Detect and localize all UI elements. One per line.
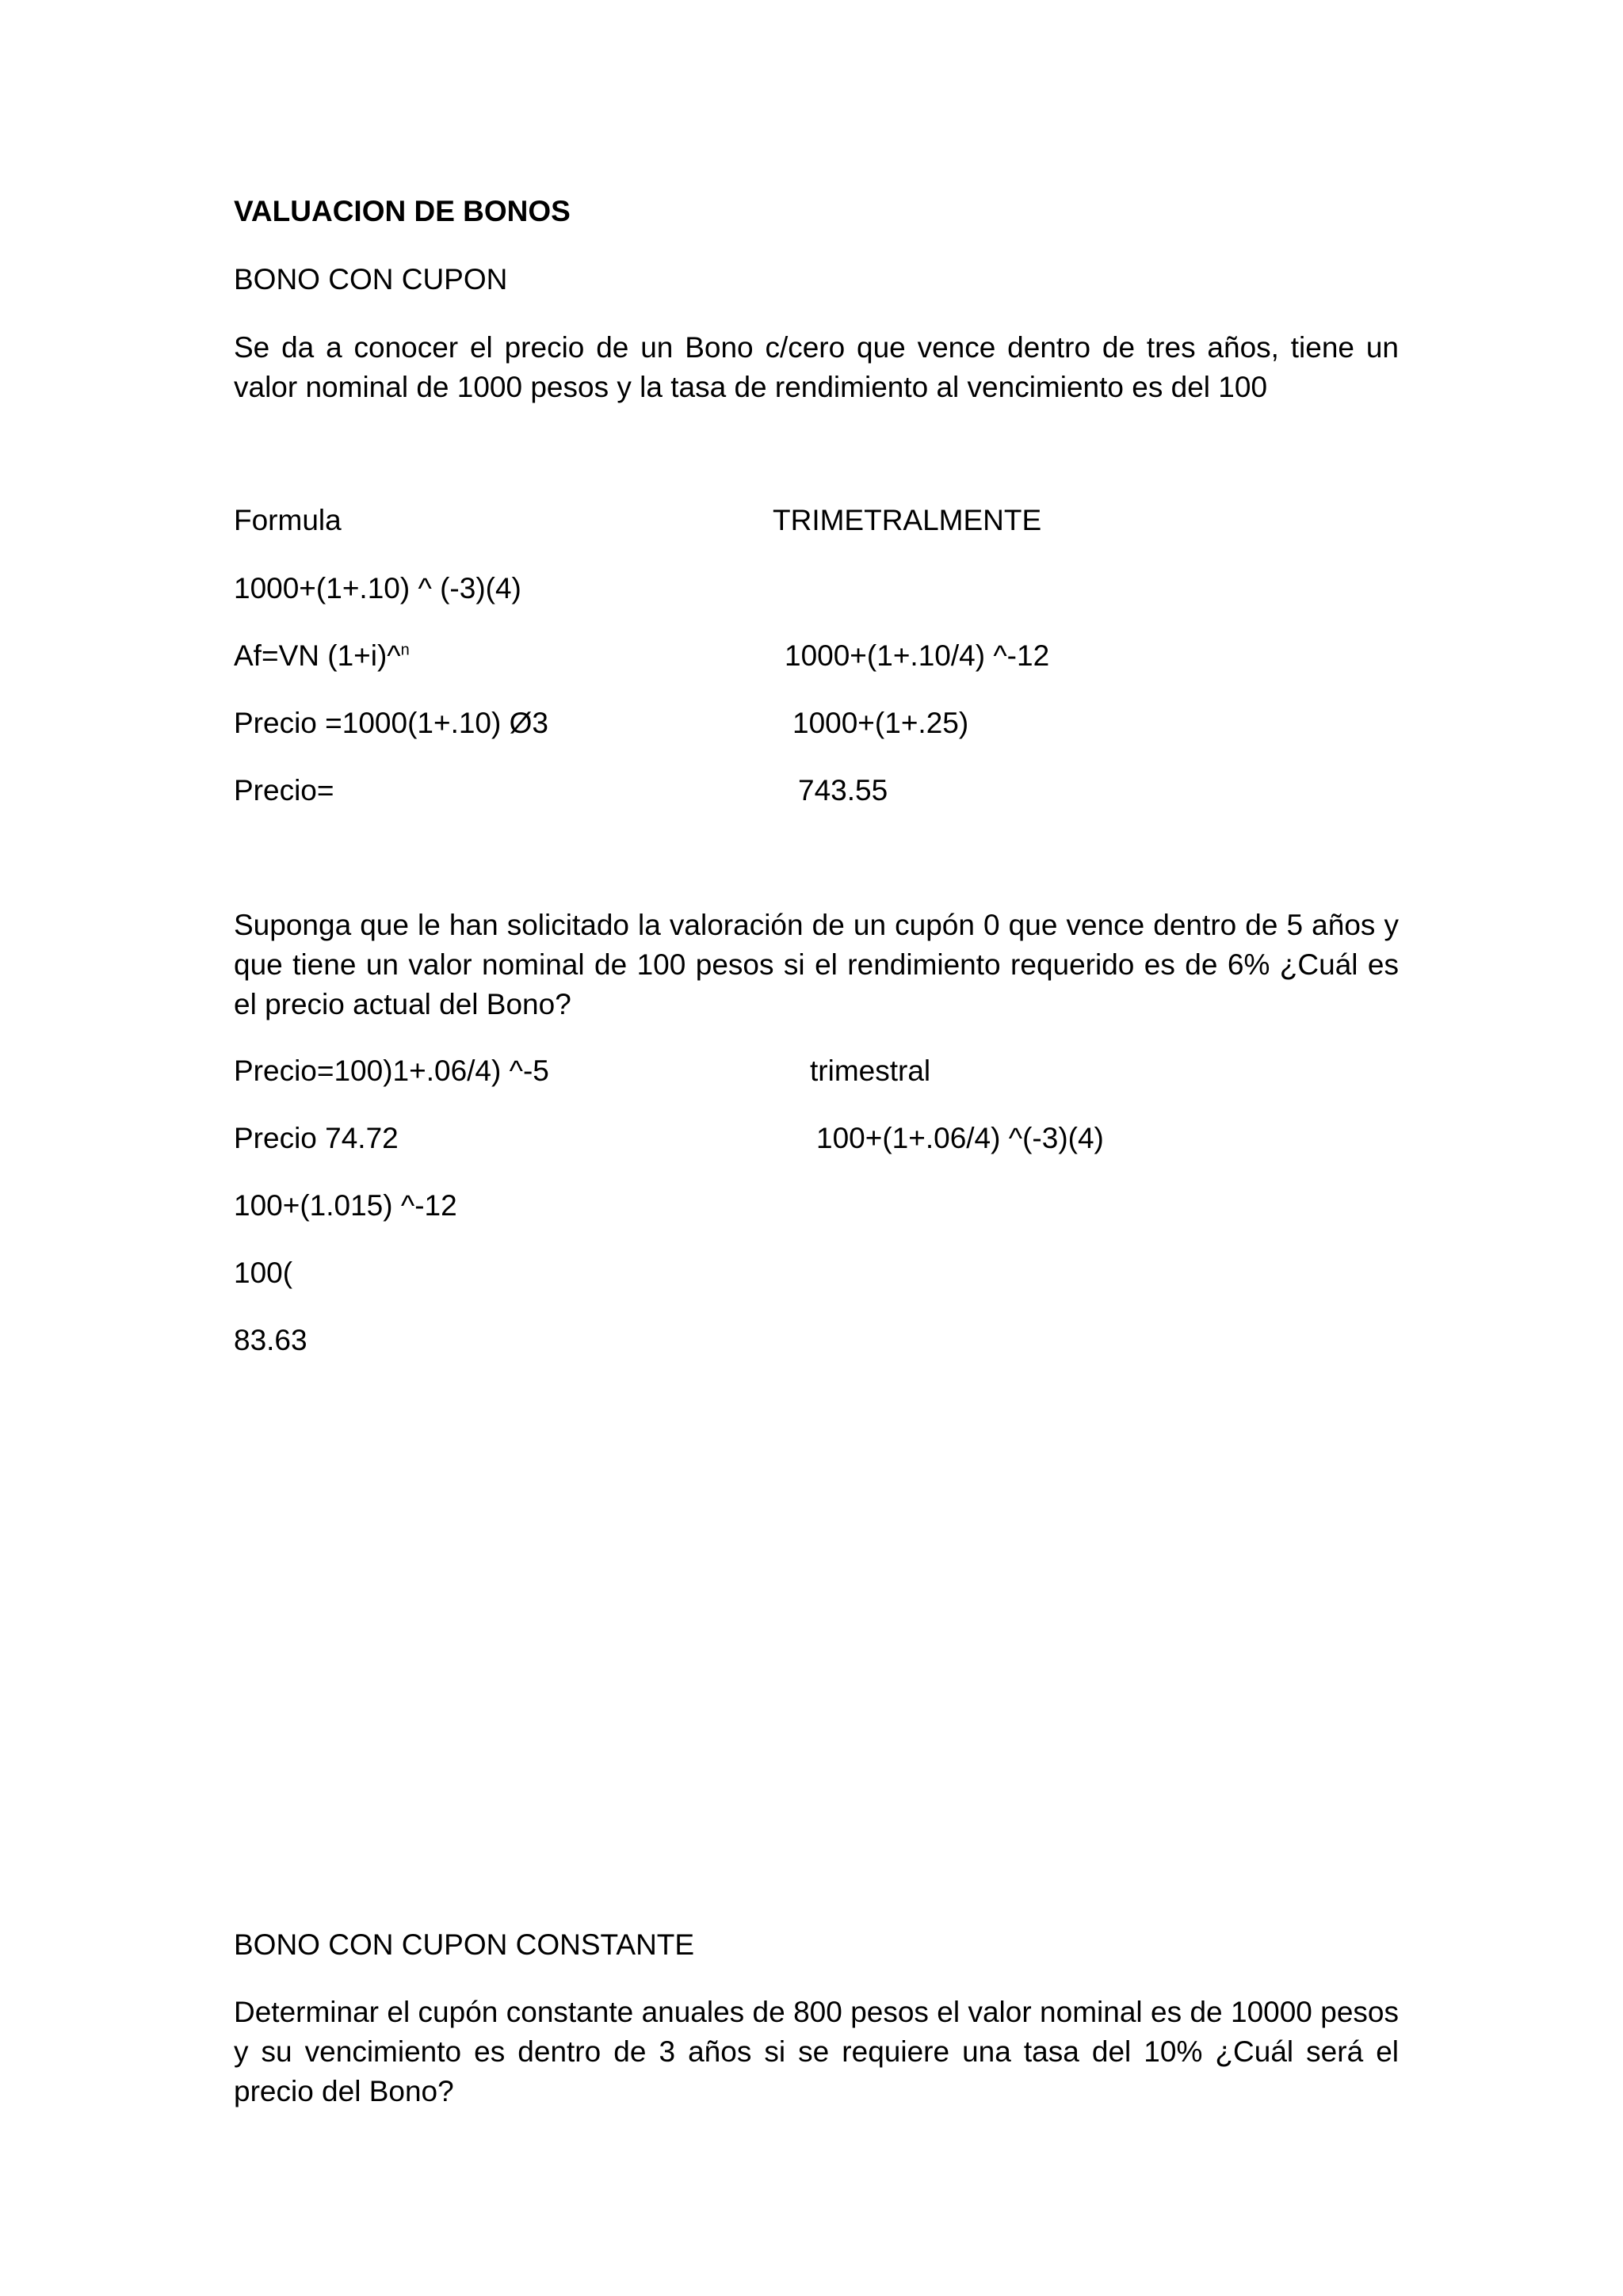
formula-label: Formula — [234, 504, 342, 536]
section-heading-bono-cupon-constante: BONO CON CUPON CONSTANTE — [234, 1928, 695, 1961]
document-title: VALUACION DE BONOS — [234, 195, 571, 227]
section2-paragraph: Suponga que le han solicitado la valoración de un cupón 0 que vence dentro de 5 años y que tiene un valor nominal de 100 pesos si el rendimiento requerido es de 6% ¿Cuál es el precio actual del Bono? — [234, 909, 1399, 1020]
section3-paragraph: Determinar el cupón constante anuales de 800 pesos el valor nominal es de 10000 pesos y su vencimiento es dentro de 3 años si se requiere una tasa del 10% ¿Cuál será el precio del Bono? — [234, 1996, 1399, 2107]
trimestral-line-3: 743.55 — [798, 774, 888, 807]
section2-left-line-1: Precio=100)1+.06/4) ^-5 — [234, 1055, 549, 1087]
formula-line-2-superscript: n — [400, 641, 410, 659]
trimestral-line-1: 1000+(1+.10/4) ^-12 — [785, 639, 1050, 672]
trimestral-heading: TRIMETRALMENTE — [773, 504, 1042, 536]
section2-left-line-4: 100( — [234, 1257, 293, 1289]
trimestral-line-2: 1000+(1+.25) — [792, 707, 969, 739]
section2-left-line-3: 100+(1.015) ^-12 — [234, 1189, 457, 1222]
formula-line-1: 1000+(1+.10) ^ (-3)(4) — [234, 572, 521, 605]
formula-line-3: Precio =1000(1+.10) Ø3 — [234, 707, 548, 739]
formula-line-2-text: Af=VN (1+i)^ — [234, 639, 401, 672]
formula-line-2 — [234, 636, 410, 676]
section2-right-line-1: trimestral — [810, 1055, 931, 1087]
section2-left-line-5: 83.63 — [234, 1324, 307, 1356]
section2-right-line-2: 100+(1+.06/4) ^(-3)(4) — [816, 1122, 1104, 1154]
section1-paragraph: Se da a conocer el precio de un Bono c/cero que vence dentro de tres años, tiene un valor nominal de 1000 pesos y la tasa de rendimiento al vencimiento es del 100 — [234, 331, 1399, 403]
formula-line-4: Precio= — [234, 774, 334, 807]
section-heading-bono-con-cupon: BONO CON CUPON — [234, 263, 508, 296]
section2-left-line-2: Precio 74.72 — [234, 1122, 399, 1154]
